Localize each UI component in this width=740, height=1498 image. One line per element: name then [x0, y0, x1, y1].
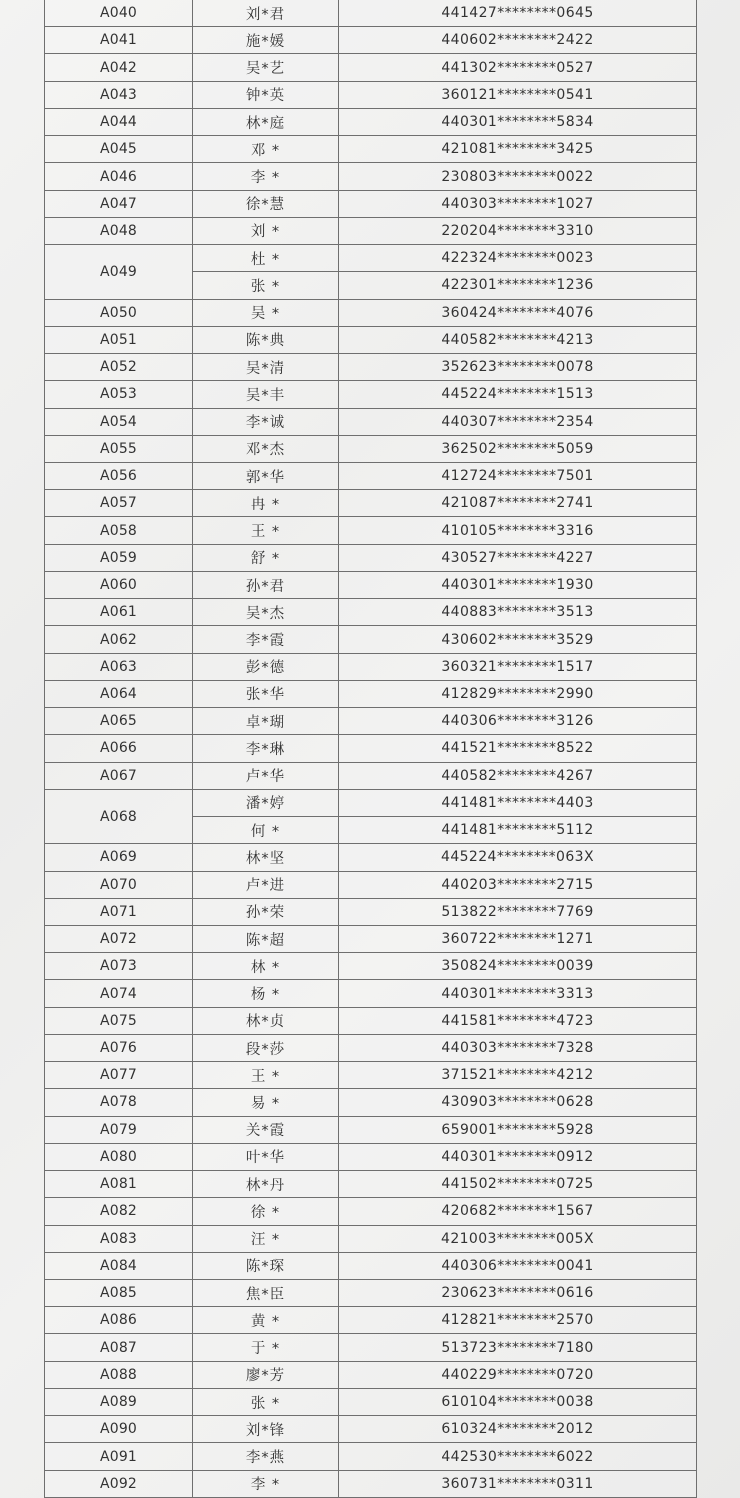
- draw-code-cell: A085: [45, 1280, 193, 1307]
- table-row: [45, 789, 697, 816]
- id-number-cell: 441502********0725: [339, 1171, 697, 1198]
- id-number-cell: 230803********0022: [339, 163, 697, 190]
- table-row: [45, 1252, 697, 1279]
- table-row: [45, 1007, 697, 1034]
- name-cell: 陈*琛: [193, 1252, 339, 1279]
- draw-code-cell: A067: [45, 762, 193, 789]
- draw-code-cell: A086: [45, 1307, 193, 1334]
- id-number-cell: 360321********1517: [339, 653, 697, 680]
- name-cell: 吴 *: [193, 299, 339, 326]
- draw-code-cell: A061: [45, 599, 193, 626]
- name-cell: 杨 *: [193, 980, 339, 1007]
- table-row: [45, 136, 697, 163]
- draw-code-cell: A043: [45, 81, 193, 108]
- id-number-cell: 441302********0527: [339, 54, 697, 81]
- name-cell: 汪 *: [193, 1225, 339, 1252]
- name-cell: 钟*英: [193, 81, 339, 108]
- draw-code-cell: A040: [45, 0, 193, 27]
- winner-list: [44, 0, 696, 1498]
- table-row: [45, 381, 697, 408]
- draw-code-cell: A058: [45, 517, 193, 544]
- id-number-cell: 420682********1567: [339, 1198, 697, 1225]
- draw-code-cell: A071: [45, 898, 193, 925]
- id-number-cell: 230623********0616: [339, 1280, 697, 1307]
- draw-code-cell: A087: [45, 1334, 193, 1361]
- name-cell: 林*坚: [193, 844, 339, 871]
- table-row: [45, 626, 697, 653]
- name-cell: 林*庭: [193, 108, 339, 135]
- id-number-cell: 410105********3316: [339, 517, 697, 544]
- table-row: [45, 1443, 697, 1470]
- name-cell: 陈*超: [193, 925, 339, 952]
- name-cell: 彭*德: [193, 653, 339, 680]
- table-row: [45, 1116, 697, 1143]
- table-row: [45, 1307, 697, 1334]
- name-cell: 吴*杰: [193, 599, 339, 626]
- table-row: [45, 1225, 697, 1252]
- name-cell: 刘 *: [193, 217, 339, 244]
- table-row: [45, 108, 697, 135]
- name-cell: 舒 *: [193, 544, 339, 571]
- id-number-cell: 371521********4212: [339, 1062, 697, 1089]
- id-number-cell: 360424********4076: [339, 299, 697, 326]
- name-cell: 易 *: [193, 1089, 339, 1116]
- draw-code-cell: A084: [45, 1252, 193, 1279]
- table-row: [45, 299, 697, 326]
- draw-code-cell: A083: [45, 1225, 193, 1252]
- draw-code-cell: A072: [45, 925, 193, 952]
- table-row: [45, 190, 697, 217]
- id-number-cell: 360121********0541: [339, 81, 697, 108]
- draw-code-cell: A056: [45, 462, 193, 489]
- name-cell: 关*霞: [193, 1116, 339, 1143]
- name-cell: 张 *: [193, 1388, 339, 1415]
- id-number-cell: 440582********4213: [339, 326, 697, 353]
- id-number-cell: 659001********5928: [339, 1116, 697, 1143]
- id-number-cell: 360731********0311: [339, 1470, 697, 1497]
- name-cell: 冉 *: [193, 490, 339, 517]
- name-cell: 卢*华: [193, 762, 339, 789]
- table-row: [45, 762, 697, 789]
- winner-table: [44, 0, 697, 1498]
- id-number-cell: 421081********3425: [339, 136, 697, 163]
- table-row: [45, 1470, 697, 1497]
- draw-code-cell: A062: [45, 626, 193, 653]
- name-cell: 邓*杰: [193, 435, 339, 462]
- table-row: [45, 245, 697, 272]
- name-cell: 张 *: [193, 272, 339, 299]
- id-number-cell: 513822********7769: [339, 898, 697, 925]
- table-row: [45, 1034, 697, 1061]
- name-cell: 于 *: [193, 1334, 339, 1361]
- draw-code-cell: A046: [45, 163, 193, 190]
- draw-code-cell: A081: [45, 1171, 193, 1198]
- draw-code-cell: A076: [45, 1034, 193, 1061]
- table-row: [45, 1062, 697, 1089]
- draw-code-cell: A041: [45, 27, 193, 54]
- id-number-cell: 430527********4227: [339, 544, 697, 571]
- name-cell: 张*华: [193, 680, 339, 707]
- id-number-cell: 441581********4723: [339, 1007, 697, 1034]
- table-row: [45, 354, 697, 381]
- draw-code-cell: A078: [45, 1089, 193, 1116]
- id-number-cell: 440306********3126: [339, 708, 697, 735]
- name-cell: 段*莎: [193, 1034, 339, 1061]
- id-number-cell: 445224********063X: [339, 844, 697, 871]
- draw-code-cell: A066: [45, 735, 193, 762]
- table-row: [45, 435, 697, 462]
- name-cell: 潘*婷: [193, 789, 339, 816]
- table-row: [45, 735, 697, 762]
- name-cell: 徐*慧: [193, 190, 339, 217]
- table-row: [45, 217, 697, 244]
- id-number-cell: 440582********4267: [339, 762, 697, 789]
- name-cell: 林 *: [193, 953, 339, 980]
- id-number-cell: 350824********0039: [339, 953, 697, 980]
- name-cell: 吴*清: [193, 354, 339, 381]
- name-cell: 黄 *: [193, 1307, 339, 1334]
- draw-code-cell: A068: [45, 789, 193, 843]
- name-cell: 陈*典: [193, 326, 339, 353]
- draw-code-cell: A064: [45, 680, 193, 707]
- id-number-cell: 441481********4403: [339, 789, 697, 816]
- id-number-cell: 440883********3513: [339, 599, 697, 626]
- id-number-cell: 440229********0720: [339, 1361, 697, 1388]
- id-number-cell: 440301********0912: [339, 1143, 697, 1170]
- id-number-cell: 441481********5112: [339, 817, 697, 844]
- draw-code-cell: A044: [45, 108, 193, 135]
- table-row: [45, 54, 697, 81]
- id-number-cell: 440306********0041: [339, 1252, 697, 1279]
- id-number-cell: 412829********2990: [339, 680, 697, 707]
- name-cell: 吴*丰: [193, 381, 339, 408]
- id-number-cell: 440301********5834: [339, 108, 697, 135]
- id-number-cell: 220204********3310: [339, 217, 697, 244]
- draw-code-cell: A051: [45, 326, 193, 353]
- id-number-cell: 441521********8522: [339, 735, 697, 762]
- draw-code-cell: A052: [45, 354, 193, 381]
- id-number-cell: 430903********0628: [339, 1089, 697, 1116]
- id-number-cell: 441427********0645: [339, 0, 697, 27]
- draw-code-cell: A082: [45, 1198, 193, 1225]
- draw-code-cell: A047: [45, 190, 193, 217]
- winner-table-body: [45, 0, 697, 1497]
- draw-code-cell: A065: [45, 708, 193, 735]
- draw-code-cell: A077: [45, 1062, 193, 1089]
- draw-code-cell: A079: [45, 1116, 193, 1143]
- table-row: [45, 490, 697, 517]
- id-number-cell: 360722********1271: [339, 925, 697, 952]
- draw-code-cell: A075: [45, 1007, 193, 1034]
- name-cell: 吴*艺: [193, 54, 339, 81]
- name-cell: 李*诚: [193, 408, 339, 435]
- id-number-cell: 445224********1513: [339, 381, 697, 408]
- name-cell: 叶*华: [193, 1143, 339, 1170]
- table-row: [45, 163, 697, 190]
- table-row: [45, 708, 697, 735]
- name-cell: 廖*芳: [193, 1361, 339, 1388]
- table-row: [45, 1416, 697, 1443]
- id-number-cell: 421003********005X: [339, 1225, 697, 1252]
- id-number-cell: 610324********2012: [339, 1416, 697, 1443]
- name-cell: 杜 *: [193, 245, 339, 272]
- id-number-cell: 610104********0038: [339, 1388, 697, 1415]
- draw-code-cell: A074: [45, 980, 193, 1007]
- draw-code-cell: A048: [45, 217, 193, 244]
- table-row: [45, 980, 697, 1007]
- draw-code-cell: A053: [45, 381, 193, 408]
- id-number-cell: 422301********1236: [339, 272, 697, 299]
- name-cell: 林*丹: [193, 1171, 339, 1198]
- draw-code-cell: A042: [45, 54, 193, 81]
- name-cell: 刘*君: [193, 0, 339, 27]
- name-cell: 李*燕: [193, 1443, 339, 1470]
- name-cell: 李 *: [193, 163, 339, 190]
- table-row: [45, 653, 697, 680]
- table-row: [45, 571, 697, 598]
- name-cell: 邓 *: [193, 136, 339, 163]
- table-row: [45, 81, 697, 108]
- name-cell: 卢*进: [193, 871, 339, 898]
- id-number-cell: 440602********2422: [339, 27, 697, 54]
- draw-code-cell: A073: [45, 953, 193, 980]
- draw-code-cell: A060: [45, 571, 193, 598]
- draw-code-cell: A080: [45, 1143, 193, 1170]
- id-number-cell: 440301********3313: [339, 980, 697, 1007]
- draw-code-cell: A059: [45, 544, 193, 571]
- id-number-cell: 440307********2354: [339, 408, 697, 435]
- name-cell: 孙*荣: [193, 898, 339, 925]
- table-row: [45, 1198, 697, 1225]
- name-cell: 孙*君: [193, 571, 339, 598]
- draw-code-cell: A092: [45, 1470, 193, 1497]
- draw-code-cell: A055: [45, 435, 193, 462]
- id-number-cell: 513723********7180: [339, 1334, 697, 1361]
- name-cell: 李 *: [193, 1470, 339, 1497]
- id-number-cell: 352623********0078: [339, 354, 697, 381]
- draw-code-cell: A063: [45, 653, 193, 680]
- draw-code-cell: A054: [45, 408, 193, 435]
- id-number-cell: 440203********2715: [339, 871, 697, 898]
- table-row: [45, 517, 697, 544]
- table-row: [45, 925, 697, 952]
- table-row: [45, 1280, 697, 1307]
- name-cell: 郭*华: [193, 462, 339, 489]
- table-row: [45, 408, 697, 435]
- name-cell: 林*贞: [193, 1007, 339, 1034]
- id-number-cell: 422324********0023: [339, 245, 697, 272]
- table-row: [45, 1089, 697, 1116]
- name-cell: 卓*瑚: [193, 708, 339, 735]
- name-cell: 焦*臣: [193, 1280, 339, 1307]
- draw-code-cell: A088: [45, 1361, 193, 1388]
- table-row: [45, 898, 697, 925]
- table-row: [45, 871, 697, 898]
- draw-code-cell: A050: [45, 299, 193, 326]
- name-cell: 王 *: [193, 1062, 339, 1089]
- name-cell: 施*媛: [193, 27, 339, 54]
- table-row: [45, 462, 697, 489]
- name-cell: 李*琳: [193, 735, 339, 762]
- table-row: [45, 844, 697, 871]
- id-number-cell: 440301********1930: [339, 571, 697, 598]
- draw-code-cell: A057: [45, 490, 193, 517]
- id-number-cell: 440303********7328: [339, 1034, 697, 1061]
- table-row: [45, 326, 697, 353]
- table-row: [45, 1361, 697, 1388]
- table-row: [45, 27, 697, 54]
- draw-code-cell: A091: [45, 1443, 193, 1470]
- table-row: [45, 544, 697, 571]
- table-row: [45, 680, 697, 707]
- draw-code-cell: A049: [45, 245, 193, 299]
- name-cell: 刘*锋: [193, 1416, 339, 1443]
- id-number-cell: 421087********2741: [339, 490, 697, 517]
- draw-code-cell: A090: [45, 1416, 193, 1443]
- name-cell: 李*霞: [193, 626, 339, 653]
- name-cell: 何 *: [193, 817, 339, 844]
- table-row: [45, 599, 697, 626]
- draw-code-cell: A089: [45, 1388, 193, 1415]
- table-row: [45, 1388, 697, 1415]
- id-number-cell: 430602********3529: [339, 626, 697, 653]
- name-cell: 王 *: [193, 517, 339, 544]
- table-row: [45, 0, 697, 27]
- table-row: [45, 1171, 697, 1198]
- name-cell: 徐 *: [193, 1198, 339, 1225]
- id-number-cell: 362502********5059: [339, 435, 697, 462]
- draw-code-cell: A070: [45, 871, 193, 898]
- id-number-cell: 412724********7501: [339, 462, 697, 489]
- table-row: [45, 1334, 697, 1361]
- draw-code-cell: A069: [45, 844, 193, 871]
- draw-code-cell: A045: [45, 136, 193, 163]
- table-row: [45, 953, 697, 980]
- id-number-cell: 440303********1027: [339, 190, 697, 217]
- id-number-cell: 412821********2570: [339, 1307, 697, 1334]
- table-row: [45, 1143, 697, 1170]
- id-number-cell: 442530********6022: [339, 1443, 697, 1470]
